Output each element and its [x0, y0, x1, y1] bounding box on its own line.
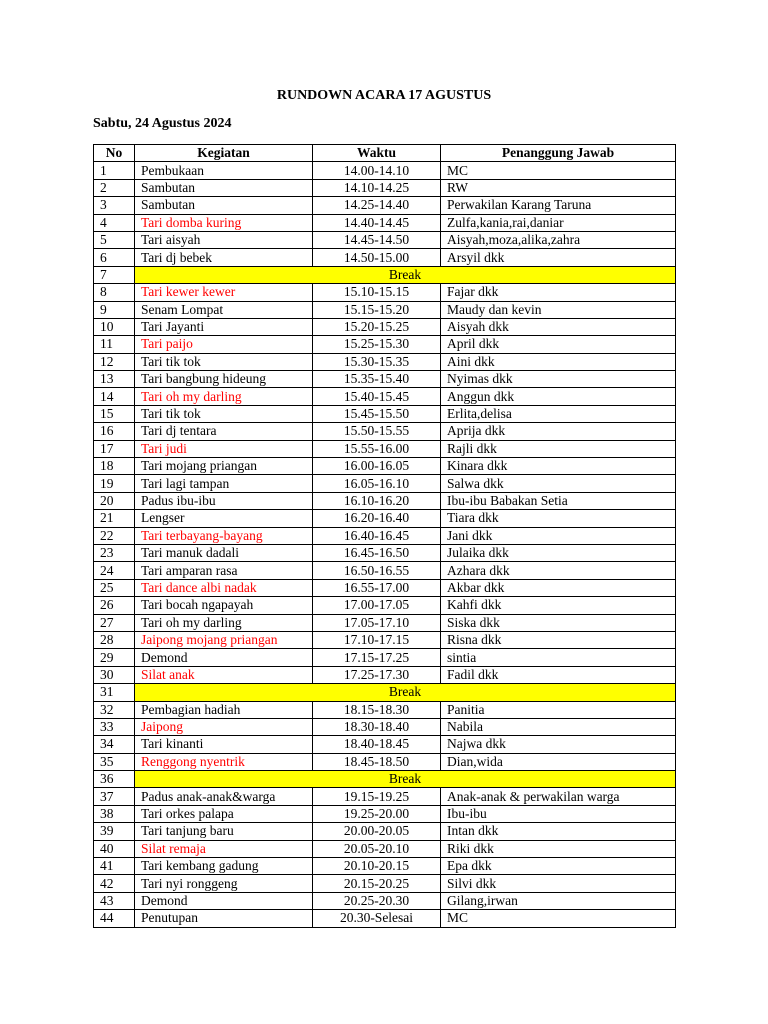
cell-penanggung-jawab: Epa dkk: [441, 858, 676, 875]
cell-kegiatan: Tari judi: [135, 440, 313, 457]
cell-no: 28: [94, 631, 135, 648]
cell-kegiatan: Tari mojang priangan: [135, 458, 313, 475]
cell-penanggung-jawab: Intan dkk: [441, 823, 676, 840]
cell-no: 29: [94, 649, 135, 666]
cell-penanggung-jawab: April dkk: [441, 336, 676, 353]
table-row: [94, 231, 676, 248]
cell-kegiatan: Tari orkes palapa: [135, 805, 313, 822]
cell-no: 12: [94, 353, 135, 370]
cell-kegiatan: Padus ibu-ibu: [135, 492, 313, 509]
cell-kegiatan: Tari tanjung baru: [135, 823, 313, 840]
cell-waktu: 18.15-18.30: [313, 701, 441, 718]
table-row: [94, 440, 676, 457]
cell-no: 6: [94, 249, 135, 266]
cell-waktu: 15.50-15.55: [313, 423, 441, 440]
table-row: [94, 371, 676, 388]
cell-waktu: 18.30-18.40: [313, 718, 441, 735]
table-row: [94, 527, 676, 544]
cell-waktu: 17.25-17.30: [313, 666, 441, 683]
table-row: [94, 823, 676, 840]
cell-penanggung-jawab: Aini dkk: [441, 353, 676, 370]
cell-break: Break: [135, 684, 676, 701]
cell-no: 10: [94, 318, 135, 335]
cell-no: 3: [94, 197, 135, 214]
cell-kegiatan: Tari manuk dadali: [135, 544, 313, 561]
table-row: [94, 875, 676, 892]
cell-no: 11: [94, 336, 135, 353]
cell-no: 34: [94, 736, 135, 753]
cell-no: 36: [94, 771, 135, 788]
cell-penanggung-jawab: Anggun dkk: [441, 388, 676, 405]
cell-kegiatan: Tari kembang gadung: [135, 858, 313, 875]
cell-no: 20: [94, 492, 135, 509]
cell-waktu: 20.00-20.05: [313, 823, 441, 840]
cell-no: 4: [94, 214, 135, 231]
cell-no: 17: [94, 440, 135, 457]
cell-no: 25: [94, 579, 135, 596]
cell-waktu: 15.35-15.40: [313, 371, 441, 388]
event-date: Sabtu, 24 Agustus 2024: [93, 116, 232, 131]
table-row: [94, 475, 676, 492]
cell-penanggung-jawab: RW: [441, 179, 676, 196]
cell-waktu: 14.00-14.10: [313, 162, 441, 179]
break-row: [94, 771, 676, 788]
cell-waktu: 17.10-17.15: [313, 631, 441, 648]
cell-waktu: 20.05-20.10: [313, 840, 441, 857]
cell-penanggung-jawab: Kahfi dkk: [441, 597, 676, 614]
table-body: [94, 162, 676, 927]
cell-waktu: 17.00-17.05: [313, 597, 441, 614]
table-row: [94, 510, 676, 527]
cell-penanggung-jawab: Perwakilan Karang Taruna: [441, 197, 676, 214]
cell-kegiatan: Jaipong mojang priangan: [135, 631, 313, 648]
cell-kegiatan: Demond: [135, 649, 313, 666]
cell-penanggung-jawab: Ibu-ibu Babakan Setia: [441, 492, 676, 509]
cell-kegiatan: Tari aisyah: [135, 231, 313, 248]
header-no: No: [94, 145, 135, 162]
table-row: [94, 562, 676, 579]
cell-kegiatan: Silat remaja: [135, 840, 313, 857]
cell-no: 7: [94, 266, 135, 283]
table-row: [94, 388, 676, 405]
cell-waktu: 14.45-14.50: [313, 231, 441, 248]
cell-no: 15: [94, 405, 135, 422]
cell-penanggung-jawab: Aisyah,moza,alika,zahra: [441, 231, 676, 248]
cell-penanggung-jawab: Jani dkk: [441, 527, 676, 544]
cell-no: 37: [94, 788, 135, 805]
cell-kegiatan: Sambutan: [135, 179, 313, 196]
cell-kegiatan: Tari tik tok: [135, 353, 313, 370]
cell-kegiatan: Senam Lompat: [135, 301, 313, 318]
cell-penanggung-jawab: Zulfa,kania,rai,daniar: [441, 214, 676, 231]
cell-waktu: 20.25-20.30: [313, 892, 441, 909]
cell-waktu: 20.10-20.15: [313, 858, 441, 875]
cell-kegiatan: Sambutan: [135, 197, 313, 214]
cell-waktu: 16.00-16.05: [313, 458, 441, 475]
break-row: [94, 684, 676, 701]
table-row: [94, 805, 676, 822]
cell-kegiatan: Pembagian hadiah: [135, 701, 313, 718]
cell-no: 35: [94, 753, 135, 770]
table-row: [94, 544, 676, 561]
cell-kegiatan: Tari tik tok: [135, 405, 313, 422]
cell-no: 38: [94, 805, 135, 822]
cell-waktu: 15.45-15.50: [313, 405, 441, 422]
cell-waktu: 14.40-14.45: [313, 214, 441, 231]
table-row: [94, 788, 676, 805]
cell-no: 23: [94, 544, 135, 561]
cell-no: 16: [94, 423, 135, 440]
cell-penanggung-jawab: Akbar dkk: [441, 579, 676, 596]
table-row: [94, 162, 676, 179]
table-row: [94, 666, 676, 683]
cell-kegiatan: Tari Jayanti: [135, 318, 313, 335]
cell-kegiatan: Tari dj tentara: [135, 423, 313, 440]
cell-penanggung-jawab: Gilang,irwan: [441, 892, 676, 909]
cell-penanggung-jawab: Najwa dkk: [441, 736, 676, 753]
cell-penanggung-jawab: Tiara dkk: [441, 510, 676, 527]
table-row: [94, 614, 676, 631]
cell-waktu: 15.55-16.00: [313, 440, 441, 457]
table-row: [94, 718, 676, 735]
cell-kegiatan: Tari terbayang-bayang: [135, 527, 313, 544]
cell-penanggung-jawab: Aisyah dkk: [441, 318, 676, 335]
cell-penanggung-jawab: Nabila: [441, 718, 676, 735]
cell-penanggung-jawab: Azhara dkk: [441, 562, 676, 579]
cell-no: 5: [94, 231, 135, 248]
table-row: [94, 249, 676, 266]
cell-penanggung-jawab: Panitia: [441, 701, 676, 718]
header-waktu: Waktu: [313, 145, 441, 162]
cell-waktu: 18.45-18.50: [313, 753, 441, 770]
cell-no: 14: [94, 388, 135, 405]
cell-penanggung-jawab: Arsyil dkk: [441, 249, 676, 266]
cell-waktu: 16.55-17.00: [313, 579, 441, 596]
table-row: [94, 284, 676, 301]
table-row: [94, 492, 676, 509]
cell-waktu: 17.05-17.10: [313, 614, 441, 631]
cell-no: 39: [94, 823, 135, 840]
cell-waktu: 14.50-15.00: [313, 249, 441, 266]
cell-no: 27: [94, 614, 135, 631]
cell-penanggung-jawab: Julaika dkk: [441, 544, 676, 561]
table-row: [94, 910, 676, 927]
table-row: [94, 858, 676, 875]
cell-kegiatan: Tari amparan rasa: [135, 562, 313, 579]
cell-penanggung-jawab: Risna dkk: [441, 631, 676, 648]
cell-penanggung-jawab: Maudy dan kevin: [441, 301, 676, 318]
cell-waktu: 19.25-20.00: [313, 805, 441, 822]
cell-no: 9: [94, 301, 135, 318]
cell-no: 44: [94, 910, 135, 927]
cell-waktu: 20.30-Selesai: [313, 910, 441, 927]
cell-kegiatan: Tari bangbung hideung: [135, 371, 313, 388]
cell-penanggung-jawab: Dian,wida: [441, 753, 676, 770]
cell-waktu: 16.10-16.20: [313, 492, 441, 509]
cell-waktu: 16.20-16.40: [313, 510, 441, 527]
cell-kegiatan: Padus anak-anak&warga: [135, 788, 313, 805]
cell-no: 1: [94, 162, 135, 179]
cell-kegiatan: Tari domba kuring: [135, 214, 313, 231]
cell-penanggung-jawab: Kinara dkk: [441, 458, 676, 475]
rundown-table: [93, 144, 676, 928]
cell-penanggung-jawab: Nyimas dkk: [441, 371, 676, 388]
table-row: [94, 336, 676, 353]
cell-kegiatan: Tari lagi tampan: [135, 475, 313, 492]
cell-penanggung-jawab: Ibu-ibu: [441, 805, 676, 822]
table-row: [94, 301, 676, 318]
header-kegiatan: Kegiatan: [135, 145, 313, 162]
cell-no: 30: [94, 666, 135, 683]
cell-penanggung-jawab: Erlita,delisa: [441, 405, 676, 422]
cell-waktu: 15.10-15.15: [313, 284, 441, 301]
cell-penanggung-jawab: sintia: [441, 649, 676, 666]
cell-no: 40: [94, 840, 135, 857]
cell-kegiatan: Tari dance albi nadak: [135, 579, 313, 596]
cell-kegiatan: Tari kinanti: [135, 736, 313, 753]
table-row: [94, 892, 676, 909]
table-row: [94, 353, 676, 370]
cell-kegiatan: Tari oh my darling: [135, 388, 313, 405]
table-row: [94, 753, 676, 770]
cell-waktu: 16.50-16.55: [313, 562, 441, 579]
table-row: [94, 405, 676, 422]
table-row: [94, 579, 676, 596]
cell-penanggung-jawab: Fadil dkk: [441, 666, 676, 683]
cell-penanggung-jawab: Silvi dkk: [441, 875, 676, 892]
cell-waktu: 16.40-16.45: [313, 527, 441, 544]
cell-kegiatan: Penutupan: [135, 910, 313, 927]
cell-break: Break: [135, 771, 676, 788]
cell-no: 26: [94, 597, 135, 614]
cell-kegiatan: Tari oh my darling: [135, 614, 313, 631]
table-row: [94, 597, 676, 614]
cell-no: 13: [94, 371, 135, 388]
table-header-row: [94, 145, 676, 162]
cell-penanggung-jawab: Aprija dkk: [441, 423, 676, 440]
cell-no: 42: [94, 875, 135, 892]
cell-kegiatan: Demond: [135, 892, 313, 909]
table-row: [94, 423, 676, 440]
break-row: [94, 266, 676, 283]
cell-kegiatan: Pembukaan: [135, 162, 313, 179]
cell-kegiatan: Jaipong: [135, 718, 313, 735]
cell-penanggung-jawab: Siska dkk: [441, 614, 676, 631]
table-row: [94, 214, 676, 231]
cell-penanggung-jawab: MC: [441, 910, 676, 927]
table-row: [94, 318, 676, 335]
table-row: [94, 631, 676, 648]
cell-break: Break: [135, 266, 676, 283]
cell-waktu: 15.20-15.25: [313, 318, 441, 335]
cell-waktu: 17.15-17.25: [313, 649, 441, 666]
cell-waktu: 19.15-19.25: [313, 788, 441, 805]
cell-kegiatan: Tari nyi ronggeng: [135, 875, 313, 892]
cell-no: 21: [94, 510, 135, 527]
cell-penanggung-jawab: Salwa dkk: [441, 475, 676, 492]
cell-kegiatan: Tari paijo: [135, 336, 313, 353]
cell-kegiatan: Renggong nyentrik: [135, 753, 313, 770]
table-row: [94, 840, 676, 857]
table-row: [94, 649, 676, 666]
cell-no: 31: [94, 684, 135, 701]
cell-waktu: 18.40-18.45: [313, 736, 441, 753]
header-penanggung-jawab: Penanggung Jawab: [441, 145, 676, 162]
cell-no: 22: [94, 527, 135, 544]
cell-waktu: 20.15-20.25: [313, 875, 441, 892]
cell-penanggung-jawab: Riki dkk: [441, 840, 676, 857]
cell-waktu: 16.05-16.10: [313, 475, 441, 492]
cell-kegiatan: Tari dj bebek: [135, 249, 313, 266]
cell-no: 32: [94, 701, 135, 718]
cell-penanggung-jawab: Rajli dkk: [441, 440, 676, 457]
cell-waktu: 16.45-16.50: [313, 544, 441, 561]
cell-waktu: 15.40-15.45: [313, 388, 441, 405]
cell-kegiatan: Silat anak: [135, 666, 313, 683]
cell-penanggung-jawab: MC: [441, 162, 676, 179]
cell-kegiatan: Tari bocah ngapayah: [135, 597, 313, 614]
cell-no: 8: [94, 284, 135, 301]
cell-waktu: 15.15-15.20: [313, 301, 441, 318]
cell-waktu: 15.25-15.30: [313, 336, 441, 353]
table-row: [94, 458, 676, 475]
cell-no: 2: [94, 179, 135, 196]
cell-kegiatan: Tari kewer kewer: [135, 284, 313, 301]
cell-no: 43: [94, 892, 135, 909]
cell-no: 41: [94, 858, 135, 875]
cell-waktu: 15.30-15.35: [313, 353, 441, 370]
table-row: [94, 736, 676, 753]
cell-no: 33: [94, 718, 135, 735]
cell-penanggung-jawab: Anak-anak & perwakilan warga: [441, 788, 676, 805]
cell-kegiatan: Lengser: [135, 510, 313, 527]
table-row: [94, 701, 676, 718]
cell-waktu: 14.25-14.40: [313, 197, 441, 214]
table-row: [94, 179, 676, 196]
cell-no: 24: [94, 562, 135, 579]
cell-penanggung-jawab: Fajar dkk: [441, 284, 676, 301]
cell-no: 18: [94, 458, 135, 475]
document-title: RUNDOWN ACARA 17 AGUSTUS: [276, 88, 492, 103]
cell-no: 19: [94, 475, 135, 492]
table-row: [94, 197, 676, 214]
cell-waktu: 14.10-14.25: [313, 179, 441, 196]
